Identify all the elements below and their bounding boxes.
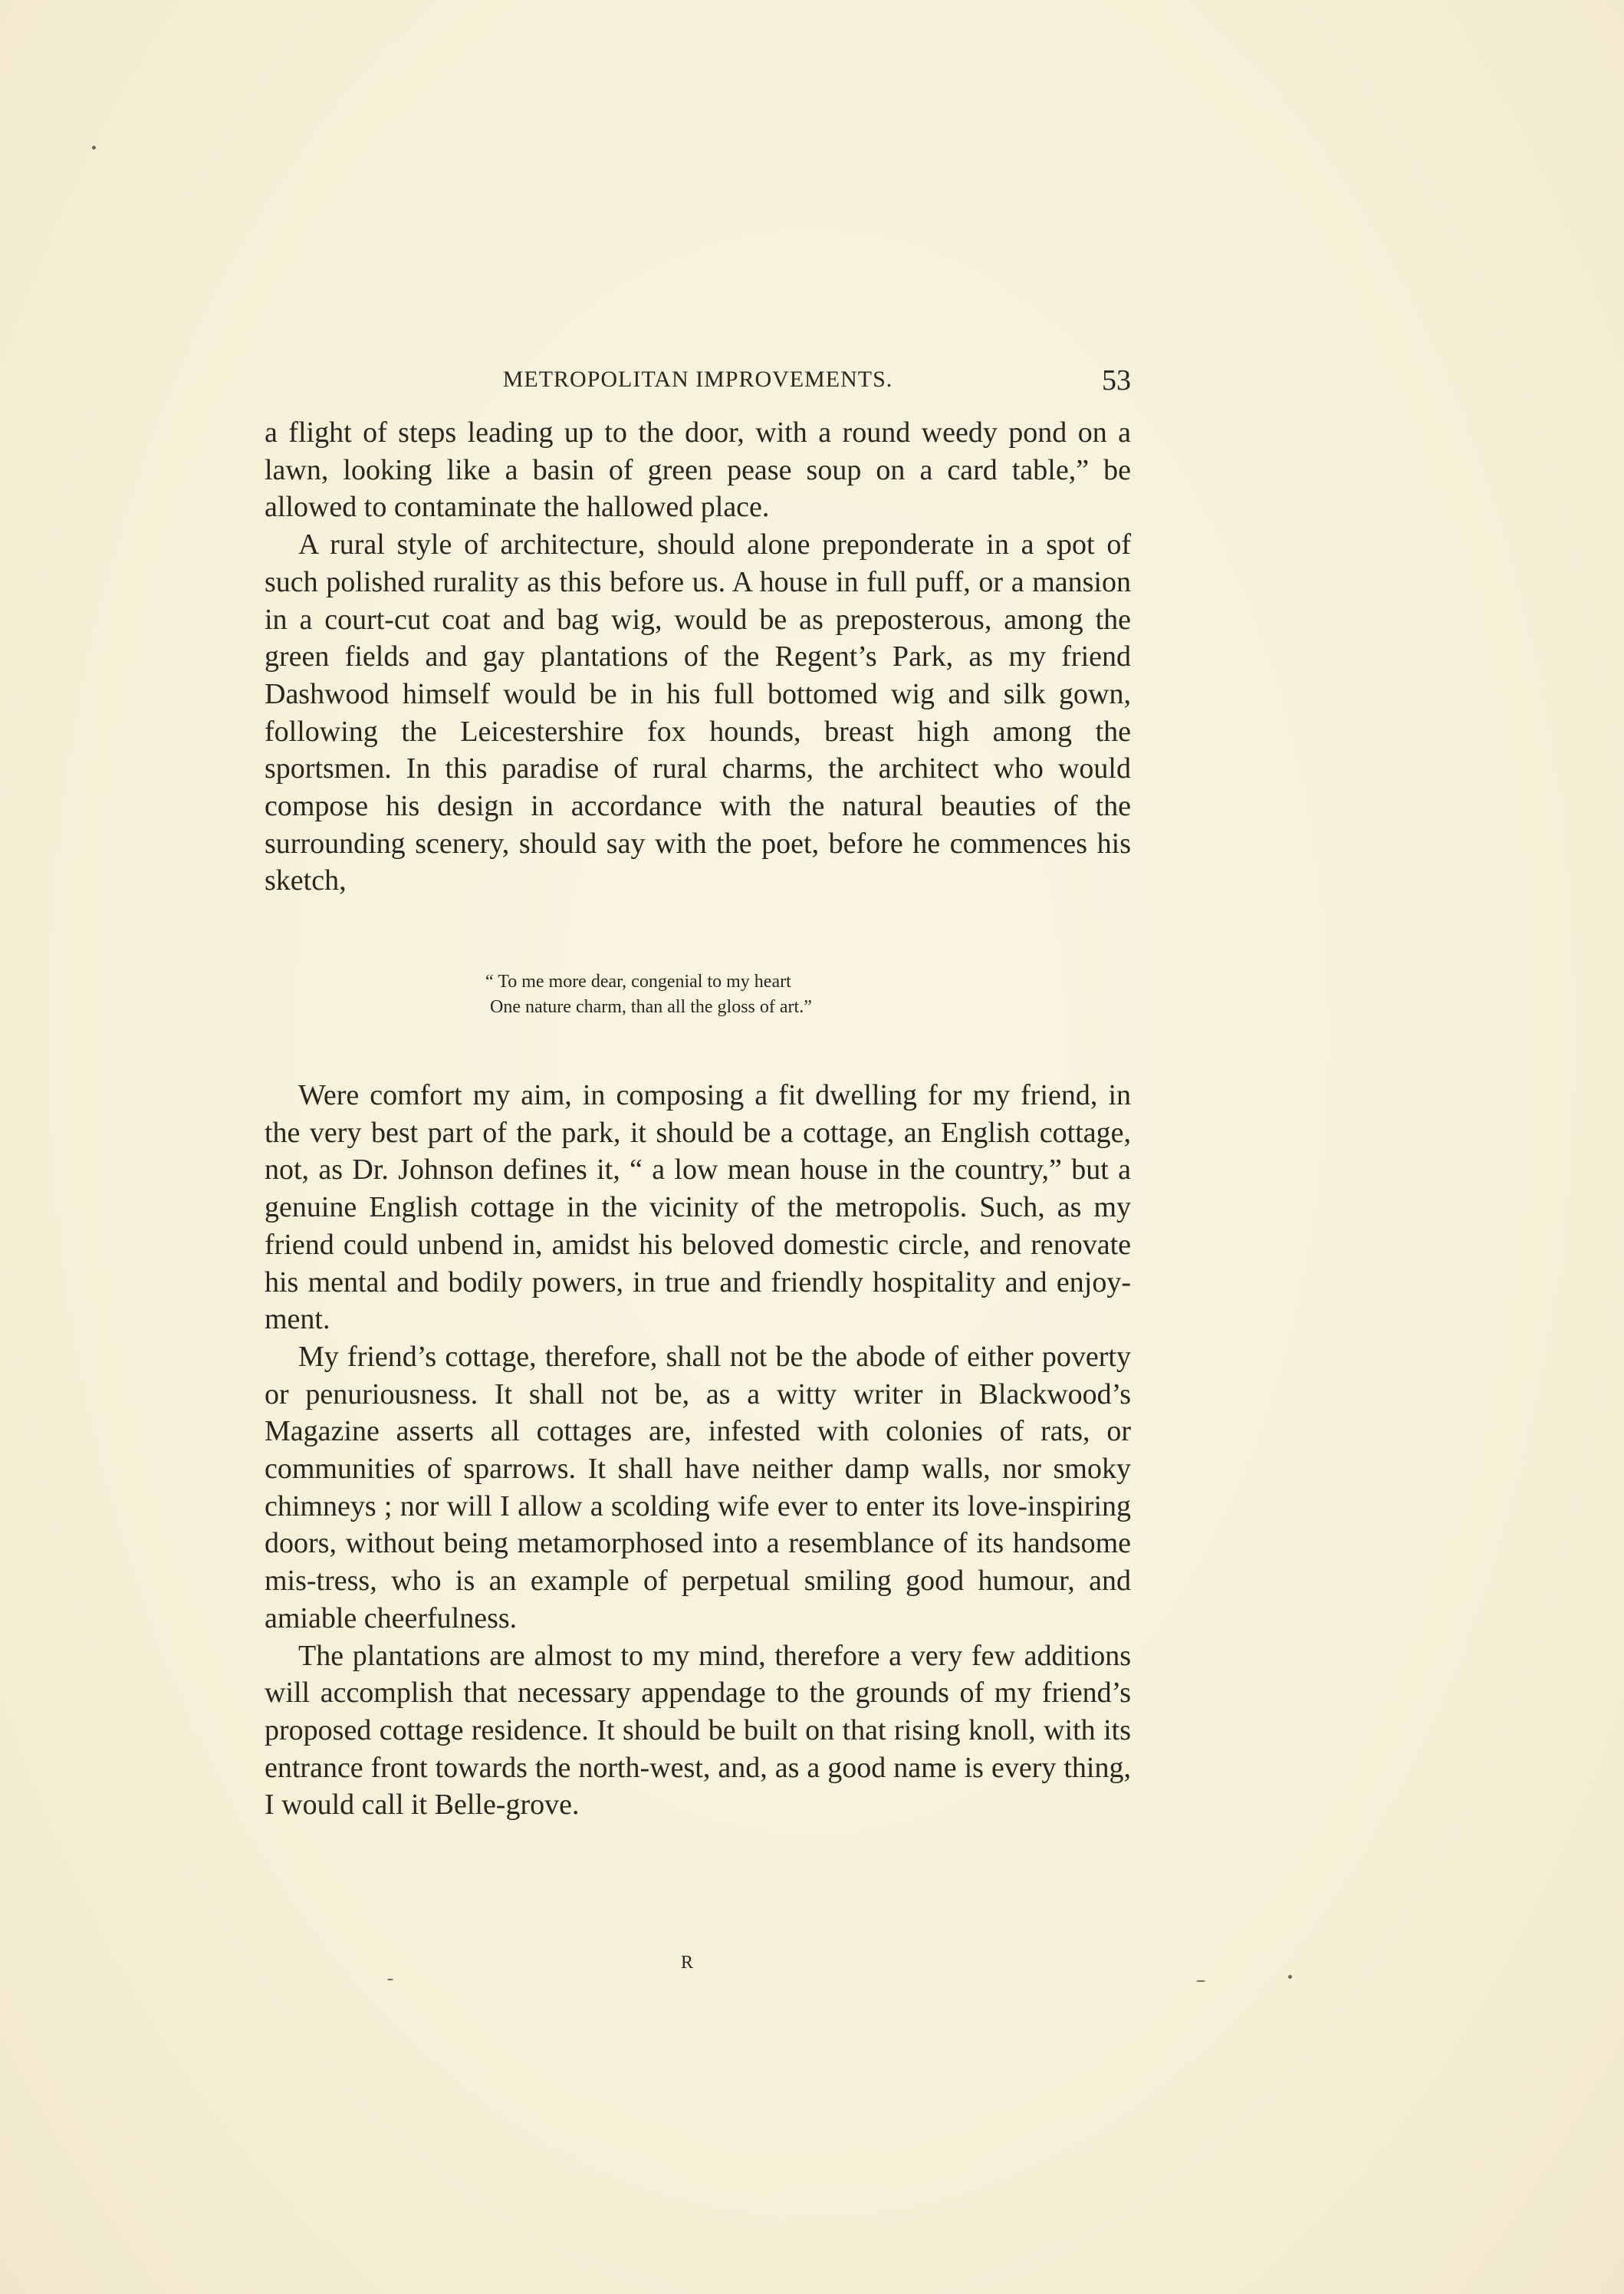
paragraph: a flight of steps leading up to the door, with a round weedy pond on a lawn, looking like a basin of green pease soup on a card table,” be allowed to contaminate the hallowed place. [265,416,1131,524]
paper-speck [1288,1975,1292,1979]
running-title: METROPOLITAN IMPROVEMENTS. [502,367,893,392]
page-header [265,364,1131,405]
paper-speck [1196,1980,1205,1982]
text-block-top [265,414,1131,900]
verse-quotation [485,969,812,1020]
paragraph: A rural style of architecture, should alone preponderate in a spot of such polished rurality as this before us. A house in full puff, or a mansion in a court-cut coat and bag wig, would be as preposterous, among the green fields and gay plantations of the Regent’s Park, as my friend Dashwood himself would be in his full bottomed wig and silk gown, following the Leicestershire fox hounds, breast high among the sportsmen. In this paradise of rural charms, the architect who would compose his design in accordance with the natural beauties of the surrounding scenery, should say with the poet, before he commences his sketch, [265,528,1131,897]
text-block-bottom [265,1077,1131,1824]
paragraph: My friend’s cottage, therefore, shall not be the abode of either poverty or penuriousness. It shall not be, as a witty writer in Blackwood’s Magazine asserts all cottages are, infested with colonies of rats, or communities of sparrows. It shall have neither damp walls, nor smoky chimneys ; nor will I allow a scolding wife ever to enter its love-inspiring doors, without being metamorphosed into a resemblance of its handsome mis-tress, who is an example of perpetual smiling good humour, and amiable cheerfulness. [265,1340,1131,1634]
verse-line-1: “ To me more dear, congenial to my heart [485,972,791,992]
verse-line-2: One nature charm, than all the gloss of art.” [490,997,812,1017]
signature-mark: R [681,1953,694,1973]
paper-speck [387,1979,393,1980]
paragraph: Were comfort my aim, in composing a fit dwelling for my friend, in the very best part of the park, it should be a cottage, an English cottage, not, as Dr. Johnson defines it, “ a low mean house in the country,” but a genuine English cottage in the vicinity of the metropolis. Such, as my friend could unbend in, amidst his beloved domestic circle, and renovate his mental and bodily powers, in true and friendly hospitality and enjoy-ment. [265,1079,1131,1336]
paragraph: The plantations are almost to my mind, therefore a very few additions will accomplish that necessary appendage to the grounds of my friend’s proposed cottage residence. It should be built on that rising knoll, with its entrance front towards the north-west, and, as a good name is every thing, I would call it Belle-grove. [265,1639,1131,1822]
page-number: 53 [1102,364,1131,397]
paper-speck [92,146,96,150]
